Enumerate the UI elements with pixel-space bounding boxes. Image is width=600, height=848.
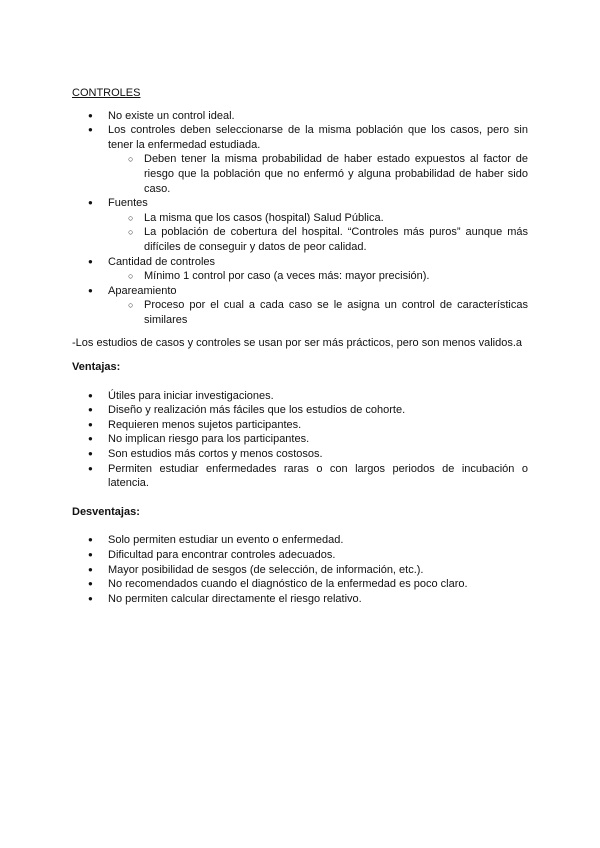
sub-list-item: ○ La misma que los casos (hospital) Salud Pública. [72,211,528,226]
sub-list-item: ○ La población de cobertura del hospital. “Controles más puros” aunque más difíciles de conseguir y datos de peor calidad. [72,225,528,254]
list-item: ● Permiten estudiar enfermedades raras o con largos periodos de incubación o latencia. [72,462,528,491]
list-item: ● No implican riesgo para los participantes. [72,432,528,447]
document-content [72,86,528,606]
sub-list [108,211,528,255]
ventajas-heading: Ventajas: [72,361,121,374]
list-item: ● Dificultad para encontrar controles adecuados. [72,548,528,563]
sub-list-item: ○ Mínimo 1 control por caso (a veces más: mayor precisión). [72,269,528,284]
list-item: ● Apareamiento ○ Proceso por el cual a cada caso se le asigna un control de características similares [72,284,528,328]
desventajas-list [72,533,528,606]
sub-list-item: ○ Proceso por el cual a cada caso se le asigna un control de características similares [72,298,528,327]
list-item: ● No recomendados cuando el diagnóstico de la enfermedad es poco claro. [72,577,528,592]
sub-list-item: ○ Deben tener la misma probabilidad de haber estado expuestos al factor de riesgo que la población que no enfermó y alguna probabilidad de haber sido caso. [72,152,528,196]
desventajas-heading: Desventajas: [72,505,140,518]
list-item: ● Son estudios más cortos y menos costosos. [72,447,528,462]
list-item: ● No existe un control ideal. [72,109,528,124]
list-item: ● No permiten calcular directamente el riesgo relativo. [72,592,528,607]
sub-list [108,298,528,327]
sub-list [108,269,528,284]
note-paragraph: -Los estudios de casos y controles se usan por ser más prácticos, pero son menos validos.a [72,336,523,349]
list-item: ● Útiles para iniciar investigaciones. [72,389,528,404]
list-item: ● Fuentes ○ La misma que los casos (hospital) Salud Pública. ○ La población de cobertura del hospital. “Controles más puros” aunque más difíciles de conseguir y datos de peor calidad. [72,196,528,254]
list-item: ● Diseño y realización más fáciles que los estudios de cohorte. [72,403,528,418]
list-item: ● Mayor posibilidad de sesgos (de selección, de información, etc.). [72,563,528,578]
list-item: ● Solo permiten estudiar un evento o enfermedad. [72,533,528,548]
ventajas-list [72,389,528,491]
controles-heading: CONTROLES [72,87,141,99]
sub-list [108,152,528,196]
list-item: ● Cantidad de controles ○ Mínimo 1 control por caso (a veces más: mayor precisión). [72,255,528,284]
list-item: ● Los controles deben seleccionarse de la misma población que los casos, pero sin tener la enfermedad estudiada. ○ Deben tener la misma probabilidad de haber estado expuestos al factor de riesgo que la población que no enfermó y alguna probabilidad de haber sido caso. [72,123,528,196]
controles-list [72,109,528,328]
list-item: ● Requieren menos sujetos participantes. [72,418,528,433]
